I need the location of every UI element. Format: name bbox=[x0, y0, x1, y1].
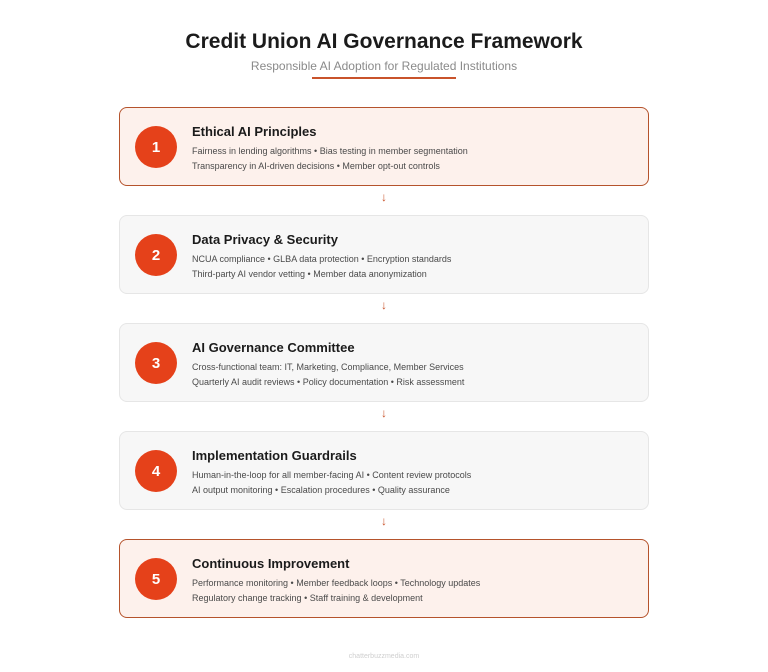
step-card-5 bbox=[119, 539, 649, 618]
step-number-badge: 5 bbox=[135, 558, 177, 600]
step-detail-line: Quarterly AI audit reviews • Policy documentation • Risk assessment bbox=[192, 377, 465, 387]
down-arrow-icon: ↓ bbox=[381, 190, 387, 204]
step-detail-line: Third-party AI vendor vetting • Member data anonymization bbox=[192, 269, 427, 279]
step-number-badge: 4 bbox=[135, 450, 177, 492]
title-underline bbox=[312, 77, 456, 79]
page-subtitle: Responsible AI Adoption for Regulated Institutions bbox=[250, 59, 518, 73]
step-card-4 bbox=[119, 431, 649, 510]
step-title: Implementation Guardrails bbox=[192, 448, 357, 463]
step-detail-line: Human-in-the-loop for all member-facing AI • Content review protocols bbox=[192, 470, 472, 480]
step-number-badge: 3 bbox=[135, 342, 177, 384]
step-number-badge: 1 bbox=[135, 126, 177, 168]
step-detail-line: Regulatory change tracking • Staff training & development bbox=[192, 593, 423, 603]
down-arrow-icon: ↓ bbox=[381, 298, 387, 312]
step-detail-line: AI output monitoring • Escalation procedures • Quality assurance bbox=[192, 485, 450, 495]
step-detail-line: Performance monitoring • Member feedback loops • Technology updates bbox=[192, 578, 481, 588]
down-arrow-icon: ↓ bbox=[381, 514, 387, 528]
step-title: AI Governance Committee bbox=[192, 340, 355, 355]
step-detail-line: Transparency in AI-driven decisions • Member opt-out controls bbox=[192, 161, 440, 171]
step-title: Ethical AI Principles bbox=[192, 124, 317, 139]
footer-credit: chatterbuzzmedia.com bbox=[348, 653, 420, 660]
page-title: Credit Union AI Governance Framework bbox=[185, 30, 583, 53]
step-number-badge: 2 bbox=[135, 234, 177, 276]
step-card-2 bbox=[119, 215, 649, 294]
step-title: Continuous Improvement bbox=[192, 556, 350, 571]
down-arrow-icon: ↓ bbox=[381, 406, 387, 420]
step-title: Data Privacy & Security bbox=[192, 232, 338, 247]
step-card-3 bbox=[119, 323, 649, 402]
step-detail-line: NCUA compliance • GLBA data protection • Encryption standards bbox=[192, 254, 452, 264]
step-detail-line: Cross-functional team: IT, Marketing, Compliance, Member Services bbox=[192, 362, 464, 372]
step-card-1 bbox=[119, 107, 649, 186]
step-detail-line: Fairness in lending algorithms • Bias testing in member segmentation bbox=[192, 146, 468, 156]
